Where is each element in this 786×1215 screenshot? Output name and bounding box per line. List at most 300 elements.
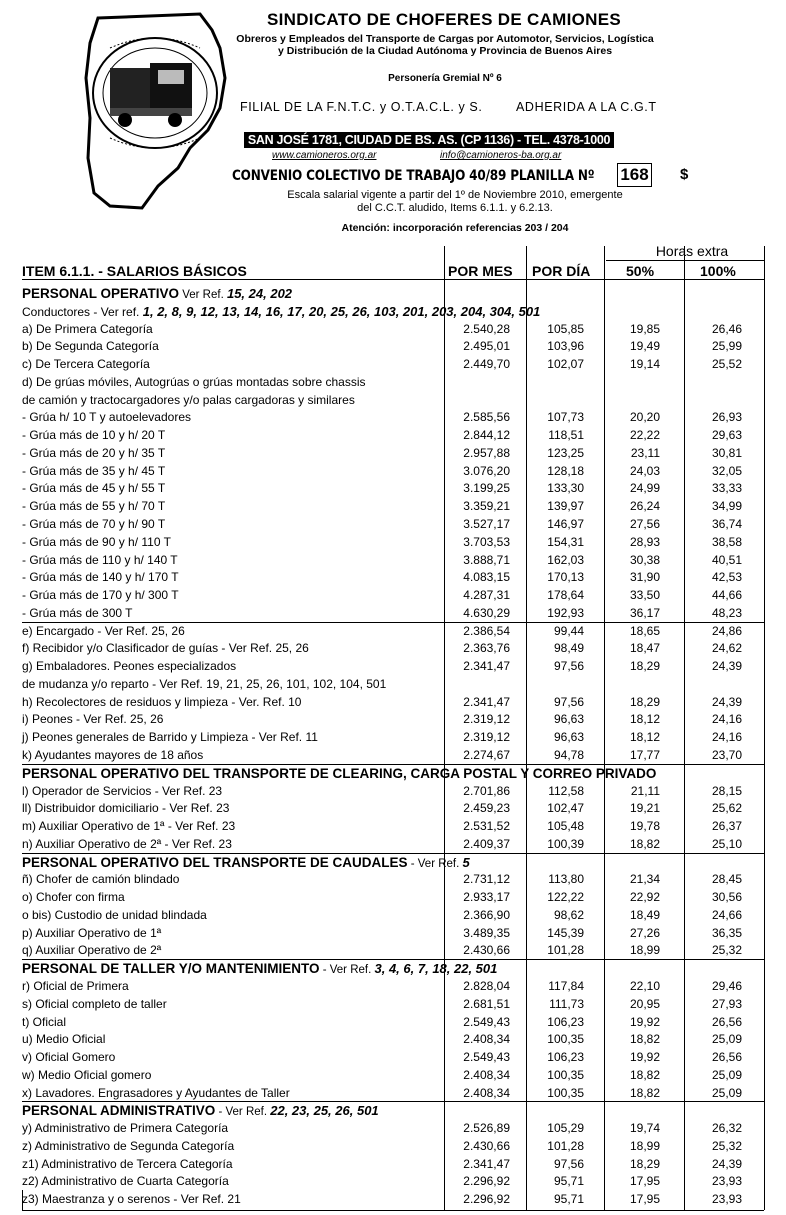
por-mes-value: 2.296,92 [463,1192,510,1207]
por-mes-value: 3.527,17 [463,517,510,531]
row-ref-numbers: 22, 23, 25, 26, 501 [270,1103,379,1119]
por-mes-value: 2.844,12 [463,428,510,443]
header-rule [22,279,764,280]
row-label-text: de camión y tractocargadores y/o palas cargadoras y similares [22,392,355,407]
por-dia-value: 117,84 [548,979,584,993]
row-label-text: f) Recibidor y/o Clasificador de guías - Ver Ref. [22,641,276,656]
pct100-value: 24,39 [711,1156,742,1171]
pct50-value: 19,85 [629,321,660,336]
table-left-border [22,1190,23,1210]
pct100-value: 26,32 [711,1121,742,1136]
row-label-text: d) De grúas móviles, Autogrúas o grúas montadas sobre chassis [22,374,366,389]
pct100-value: 25,99 [711,339,742,354]
row-label [22,890,125,904]
row-label-text: PERSONAL DE TALLER Y/O MANTENIMIENTO [22,961,320,977]
row-label-text: o) Chofer con firma [22,890,125,905]
por-mes-value: 3.199,25 [463,481,510,496]
item-header: ITEM 6.1.1. - SALARIOS BÁSICOS [22,263,247,279]
por-dia-header: POR DÍA [532,263,591,279]
pct100-value: 40,51 [711,552,742,567]
pct100-value: 30,56 [711,890,742,905]
por-dia-value: 97,56 [553,694,584,709]
row-label [22,1192,241,1206]
row-label [22,1121,228,1135]
row-ref-numbers: 23 [221,819,236,834]
por-mes-value: 4.287,31 [463,588,510,603]
row-ref-numbers: 23 [218,836,232,851]
row-label [22,837,232,851]
row-label-text: PERSONAL OPERATIVO [22,286,180,301]
pct100-value: 25,32 [711,943,742,958]
row-ref-numbers: 23 [208,783,223,798]
row-label [22,1032,105,1046]
por-mes-value: 2.319,12 [463,712,510,727]
pct50-value: 18,49 [629,907,660,922]
pct50-value: 18,82 [629,1085,660,1100]
section-rule [22,1101,764,1102]
row-label [22,748,203,762]
personeria: Personería Gremial Nº 6 [388,73,502,84]
pct100-value: 28,45 [711,872,742,887]
por-mes-value: 2.459,23 [463,801,510,816]
row-label [22,357,150,371]
pct50-value: 18,82 [629,836,660,851]
por-mes-value: 2.681,51 [463,996,510,1011]
row-label-text: r) Oficial de Primera [22,979,129,993]
row-label [22,641,309,655]
email-link[interactable]: info@camioneros-ba.org.ar [440,150,562,161]
por-dia-value: 101,28 [547,943,584,958]
pct100-value: 29,63 [711,428,742,443]
row-label-text: z1) Administrativo de Tercera Categoría [22,1156,233,1171]
por-mes-value: 2.531,52 [463,819,510,834]
row-label [22,499,165,513]
row-label [22,712,163,726]
por-mes-value: 2.386,54 [463,623,510,638]
por-dia-value: 96,63 [553,712,584,727]
horas-extra-rule [606,260,764,261]
pct50-value: 18,82 [629,1032,660,1047]
por-dia-value: 105,29 [547,1121,584,1136]
pct100-value: 24,66 [711,907,742,922]
row-label [22,855,470,870]
pct100-value: 32,05 [711,463,742,478]
por-dia-value: 96,63 [553,730,584,745]
row-label [22,535,171,549]
pct50-value: 19,49 [629,339,660,354]
pct50-value: 33,50 [629,588,660,603]
por-dia-value: 105,48 [547,819,584,834]
pct100-value: 24,39 [711,659,742,674]
row-label-text: z3) Maestranza y o serenos - Ver Ref. [22,1192,228,1207]
por-dia-value: 113,80 [548,872,584,887]
row-label-text: c) De Tercera Categoría [22,357,150,372]
row-label [22,1139,234,1153]
row-label [22,481,165,495]
por-mes-value: 2.408,34 [463,1067,510,1082]
por-dia-value: 100,35 [547,1032,584,1047]
row-label [22,570,179,584]
por-dia-value: 102,07 [547,357,584,372]
row-label-text: ñ) Chofer de camión blindado [22,872,180,887]
por-mes-value: 3.888,71 [463,552,510,567]
pct100-value: 27,93 [711,996,742,1011]
por-dia-value: 100,35 [547,1085,584,1100]
pct100-value: 25,62 [711,801,742,816]
pct50-value: 18,99 [629,1138,660,1153]
por-mes-value: 2.526,89 [463,1121,510,1136]
row-label [22,286,292,301]
por-mes-value: 2.549,43 [463,1014,510,1029]
column-divider [764,246,765,1210]
atencion-note: Atención: incorporación referencias 203 / 204 [341,222,569,234]
por-dia-value: 122,22 [547,890,584,905]
por-dia-value: 133,30 [547,481,584,496]
column-divider [684,246,685,1210]
pct50-value: 20,20 [629,410,660,425]
union-subtitle: Obreros y Empleados del Transporte de Cargas por Automotor, Servicios, Logística y Distribución de la Ciudad Autónoma y Provincia de Buenos Aires [236,33,654,57]
pct100-value: 25,09 [711,1067,742,1082]
row-label-text: - Grúa h/ 10 T y autoelevadores [22,410,191,425]
filial: FILIAL DE LA F.N.T.C. y O.T.A.C.L. y S. [240,100,483,114]
row-label [22,322,153,336]
por-dia-value: 123,25 [547,445,584,460]
por-mes-value: 3.489,35 [463,925,510,940]
row-label-text: - Grúa más de 90 y h/ 110 T [22,534,171,549]
pct100-value: 36,74 [711,517,742,531]
por-dia-value: 94,78 [553,748,584,762]
por-dia-value: 139,97 [547,499,584,514]
pct50-value: 36,17 [629,605,660,620]
pct50-value: 27,26 [629,925,660,940]
por-mes-value: 2.731,12 [463,872,510,887]
pct50-value: 19,14 [629,357,660,372]
row-label-text: e) Encargado - Ver Ref. [22,623,152,638]
section-rule [22,959,764,960]
pct50-value: 19,21 [629,801,660,816]
row-label [22,393,355,407]
pct100-value: 24,16 [711,712,742,727]
row-label [22,446,165,460]
row-label [22,961,497,976]
pct100-value: 42,53 [711,570,742,585]
row-label-text: - Grúa más de 170 y h/ 300 T [22,588,179,603]
row-label-text: de mudanza y/o reparto - Ver Ref. [22,676,207,691]
por-dia-value: 101,28 [547,1138,584,1153]
pct50-value: 18,12 [629,730,660,745]
row-label-text: i) Peones - Ver Ref. [22,712,131,727]
pct100-value: 25,09 [711,1085,742,1100]
por-dia-value: 192,93 [547,605,584,620]
column-divider [604,246,605,1210]
por-mes-value: 2.585,56 [463,410,510,425]
por-dia-value: 162,03 [547,552,584,567]
row-ref-numbers: 25, 26 [130,712,164,727]
por-dia-value: 111,73 [549,996,584,1011]
por-mes-value: 3.703,53 [463,534,510,549]
row-label-text: Conductores [22,304,91,319]
section-rule [22,622,764,623]
pct100-value: 25,10 [711,836,742,851]
row-ref-numbers: 11 [305,730,318,745]
row-label-text: l) Operador de Servicios - Ver Ref. [22,783,209,798]
pct100-value: 29,46 [711,979,742,993]
row-label [22,659,236,673]
row-ref-numbers: 25, 26 [275,641,309,656]
por-mes-value: 2.408,34 [463,1085,510,1100]
row-label-text: j) Peones generales de Barrido y Limpieza - Ver Ref. [22,730,306,745]
row-label-text: p) Auxiliar Operativo de 1ª [22,925,162,940]
pct100-value: 30,81 [711,445,742,460]
pct50-value: 21,34 [629,872,660,887]
horas-extra-header: Horas extra [655,243,729,259]
pct100-value: 26,46 [711,321,742,336]
pct50-value: 18,29 [629,694,660,709]
row-label [22,926,161,940]
por-dia-value: 98,49 [553,641,584,656]
union-logo [80,8,230,213]
row-label-text: u) Medio Oficial [22,1032,106,1047]
por-mes-value: 2.957,88 [463,445,510,460]
pct50-value: 30,38 [629,552,660,567]
row-ref-text: - Ver Ref. [407,857,463,870]
row-label [22,304,540,319]
por-mes-value: 2.363,76 [463,641,510,656]
row-label-text: g) Embaladores. Peones especializados [22,659,237,674]
por-mes-value: 2.828,04 [463,979,510,993]
row-label-text: - Grúa más de 70 y h/ 90 T [22,517,166,531]
por-mes-value: 2.408,34 [463,1032,510,1047]
pct50-value: 28,93 [629,534,660,549]
row-label [22,375,366,389]
pct100-value: 28,15 [711,783,742,798]
pct100-value: 36,35 [711,925,742,940]
row-label [22,819,235,833]
row-ref-numbers: 21 [227,1192,241,1207]
row-label-text: - Grúa más de 300 T [22,605,133,620]
pct100-value: 24,62 [711,641,742,656]
pct50-value: 18,99 [629,943,660,958]
pct100-value: 44,66 [711,588,742,603]
pct50-value: 22,10 [629,979,660,993]
por-dia-value: 97,56 [553,659,584,674]
row-label [22,588,179,602]
pct50-value: 17,77 [629,748,660,762]
pct100-value: 25,32 [711,1138,742,1153]
row-label [22,339,159,353]
row-label [22,464,165,478]
pct50-value: 18,29 [629,1156,660,1171]
pct100-value: 24,16 [711,730,742,745]
por-mes-value: 2.341,47 [463,694,510,709]
pct100-value: 48,23 [711,605,742,620]
pct50-value: 18,82 [629,1067,660,1082]
pct100-value: 24,86 [711,623,742,638]
row-label-text: z2) Administrativo de Cuarta Categoría [22,1174,229,1189]
pct100-value: 23,70 [711,748,742,762]
por-mes-value: 3.076,20 [463,463,510,478]
por-mes-value: 2.409,37 [463,836,510,851]
row-label [22,872,179,886]
union-title: SINDICATO DE CHOFERES DE CAMIONES [266,10,622,29]
row-ref-text: - Ver Ref. [215,1106,271,1119]
row-label-text: m) Auxiliar Operativo de 1ª - Ver Ref. [22,819,222,834]
row-label [22,908,207,922]
row-label-text: t) Oficial [22,1014,67,1029]
por-dia-value: 102,47 [547,801,584,816]
row-label [22,1015,66,1029]
row-label-text: v) Oficial Gomero [22,1050,116,1065]
por-mes-value: 4.083,15 [463,570,510,585]
por-dia-value: 112,58 [548,783,584,798]
row-label [22,1157,233,1171]
row-label-text: - Grúa más de 20 y h/ 35 T [22,445,166,460]
row-label-text: h) Recolectores de residuos y limpieza - Ver. Ref. [22,694,289,709]
currency-symbol: $ [680,166,689,183]
por-mes-value: 2.319,12 [463,730,510,745]
pct50-value: 31,90 [629,570,660,585]
por-mes-value: 2.933,17 [463,890,510,905]
por-mes-value: 4.630,29 [463,605,510,620]
por-dia-value: 98,62 [553,907,584,922]
por-mes-value: 2.366,90 [463,907,510,922]
pct100-value: 23,93 [711,1174,742,1189]
por-dia-value: 128,18 [547,463,584,478]
por-dia-value: 118,51 [548,428,584,443]
row-label-text: z) Administrativo de Segunda Categoría [22,1138,235,1153]
row-label [22,1050,115,1064]
planilla-number: 168 [617,163,652,187]
row-ref-numbers: 10 [288,694,302,709]
row-label-text: a) De Primera Categoría [22,321,153,336]
row-label [22,730,318,744]
por-dia-value: 106,23 [547,1014,584,1029]
pct100-value: 25,09 [711,1032,742,1047]
convenio-title: CONVENIO COLECTIVO DE TRABAJO 40/89 PLANILLA Nº [232,168,595,184]
row-label [22,766,656,781]
row-ref-text: Ver Ref. [179,289,227,301]
pct100-value: 25,52 [711,357,742,372]
pct50-value: 17,95 [629,1192,660,1207]
row-label-text: b) De Segunda Categoría [22,339,159,354]
row-label [22,624,185,638]
row-label [22,801,229,815]
row-label [22,943,161,957]
por-dia-value: 154,31 [547,534,584,549]
row-label-text: x) Lavadores. Engrasadores y Ayudantes de Taller [22,1085,290,1100]
row-ref-numbers: 23 [216,801,230,816]
row-label-text: ll) Distribuidor domiciliario - Ver Ref. [22,801,217,816]
pct50-value: 24,99 [629,481,660,496]
pct50-value: 26,24 [629,499,660,514]
pct50-value: 19,92 [629,1014,660,1029]
row-label-text: n) Auxiliar Operativo de 2ª - Ver Ref. [22,836,219,851]
row-label-text: - Grúa más de 35 y h/ 45 T [22,463,166,478]
section-rule [22,764,764,765]
row-label-text: PERSONAL ADMINISTRATIVO [22,1103,216,1119]
row-label-text: - Grúa más de 45 y h/ 55 T [22,481,166,496]
row-label-text: PERSONAL OPERATIVO DEL TRANSPORTE DE CLEARING, CARGA POSTAL Y CORREO PRIVADO [22,765,657,781]
row-ref-numbers: 1, 2, 8, 9, 12, 13, 14, 16, 17, 20, 25, 26, 103, 201, 203, 204, 304, 501 [142,303,541,319]
column-divider [444,246,445,1210]
por-dia-value: 107,73 [547,410,584,425]
por-dia-value: 103,96 [547,339,584,354]
pct50-value: 19,74 [629,1121,660,1136]
por-mes-value: 2.341,47 [463,659,510,674]
row-label [22,1086,290,1100]
por-mes-value: 2.701,86 [463,783,510,798]
por-dia-value: 99,44 [553,623,584,638]
por-mes-value: 2.296,92 [463,1174,510,1189]
row-label-text: - Grúa más de 55 y h/ 70 T [22,499,166,514]
pct50-value: 18,65 [629,623,660,638]
row-label [22,979,129,993]
por-dia-value: 106,23 [547,1050,584,1065]
pct50-value: 22,92 [629,890,660,905]
por-dia-value: 105,85 [547,321,584,336]
row-label [22,695,301,709]
por-mes-value: 2.540,28 [463,321,510,336]
row-ref-numbers: 15, 24, 202 [226,286,293,301]
row-label [22,428,165,442]
website-link[interactable]: www.camioneros.org.ar [272,150,377,161]
por-dia-value: 178,64 [547,588,584,603]
por-mes-value: 2.549,43 [463,1050,510,1065]
pct50-value: 27,56 [629,517,660,531]
row-label-text: w) Medio Oficial gomero [22,1067,152,1082]
row-label [22,517,165,531]
pct100-value: 38,58 [711,534,742,549]
por-mes-value: 2.430,66 [463,943,510,958]
row-ref-numbers: 25, 26 [151,623,185,638]
pct50-value: 20,95 [629,996,660,1011]
table-bottom-rule [22,1210,764,1211]
pct50-value: 17,95 [629,1174,660,1189]
por-dia-value: 97,56 [553,1156,584,1171]
pct50-header: 50% [626,263,655,279]
row-label [22,1174,229,1188]
por-dia-value: 100,35 [547,1067,584,1082]
row-label-text: - Grúa más de 140 y h/ 170 T [22,570,179,585]
row-label-text: - Grúa más de 10 y h/ 20 T [22,428,166,443]
row-label-text: k) Ayudantes mayores de 18 años [22,748,204,762]
por-dia-value: 95,71 [553,1192,584,1207]
pct100-value: 26,37 [711,819,742,834]
por-dia-value: 100,39 [547,836,584,851]
row-ref-numbers: 3, 4, 6, 7, 18, 22, 501 [374,961,498,977]
pct100-value: 26,93 [711,410,742,425]
row-label [22,410,191,424]
row-label-text: o bis) Custodio de unidad blindada [22,907,207,922]
pct100-value: 26,56 [711,1050,742,1065]
row-label-text: q) Auxiliar Operativo de 2ª [22,943,162,958]
pct100-header: 100% [700,263,736,279]
pct100-value: 23,93 [711,1192,742,1207]
row-label [22,677,386,691]
row-label-text: y) Administrativo de Primera Categoría [22,1121,229,1136]
por-mes-value: 2.274,67 [463,748,510,762]
pct100-value: 26,56 [711,1014,742,1029]
por-mes-value: 2.341,47 [463,1156,510,1171]
pct50-value: 24,03 [629,463,660,478]
por-mes-header: POR MES [448,263,513,279]
pct50-value: 18,47 [629,641,660,656]
row-label-text: s) Oficial completo de taller [22,996,167,1011]
row-ref-text: - Ver ref. [90,304,143,319]
row-ref-numbers: 19, 21, 25, 26, 101, 102, 104, 501 [206,676,387,691]
pct100-value: 34,99 [711,499,742,514]
escala-note: Escala salarial vigente a partir del 1º de Noviembre 2010, emergente del C.C.T. aludido, Items 6.1.1. y 6.2.13. [287,189,623,214]
